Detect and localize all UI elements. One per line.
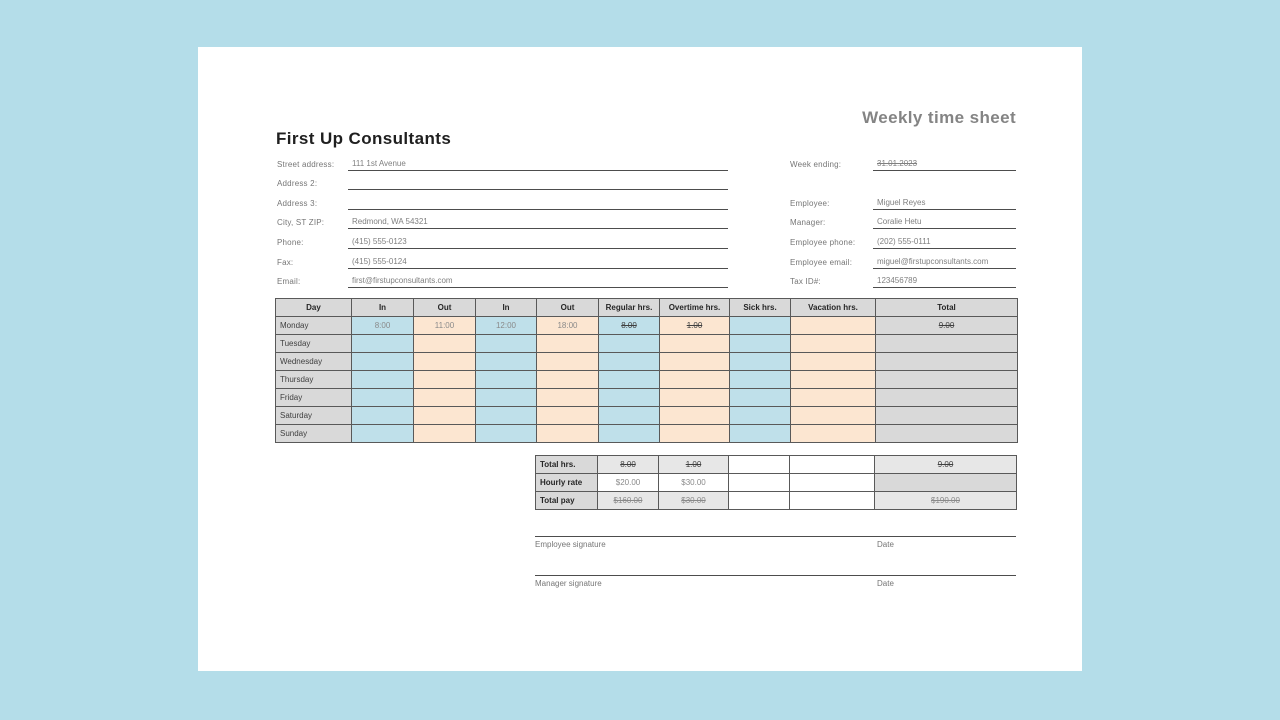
computed-cell [875,474,1017,492]
time-cell[interactable] [352,353,414,371]
timesheet-table [275,298,1018,443]
computed-cell [790,456,875,474]
time-cell[interactable]: 8:00 [352,317,414,335]
computed-cell [876,407,1018,425]
column-header-total: Total [876,299,1018,317]
time-cell[interactable] [599,389,660,407]
email-value: first@firstupconsultants.com [352,276,453,285]
time-cell[interactable] [414,425,476,443]
time-cell[interactable] [352,407,414,425]
computed-cell: 8.00 [598,456,659,474]
time-cell[interactable] [730,371,791,389]
employee-email-field[interactable] [873,255,1016,269]
fax-label: Fax: [277,258,294,267]
computed-cell: 1.00 [660,317,730,335]
time-cell[interactable] [730,389,791,407]
employee-signature-date-label: Date [877,540,894,549]
rate-cell[interactable] [729,474,790,492]
time-cell[interactable]: 18:00 [537,317,599,335]
time-cell[interactable] [537,389,599,407]
column-header-in2: In [476,299,537,317]
time-cell[interactable] [352,389,414,407]
time-cell[interactable] [599,407,660,425]
day-label: Thursday [276,371,352,389]
employee-value: Miguel Reyes [877,198,926,207]
phone-label: Phone: [277,238,304,247]
time-cell[interactable] [352,425,414,443]
summary-table [535,455,1017,510]
time-cell[interactable] [414,407,476,425]
phone-value: (415) 555-0123 [352,237,407,246]
computed-cell: $160.00 [598,492,659,510]
time-cell[interactable] [791,371,876,389]
time-cell[interactable] [476,389,537,407]
manager-signature-line[interactable] [535,575,1016,576]
city-st-zip-value: Redmond, WA 54321 [352,217,428,226]
computed-cell [729,492,790,510]
email-label: Email: [277,277,301,286]
employee-phone-label: Employee phone: [790,238,856,247]
time-cell[interactable] [414,353,476,371]
employee-phone-value: (202) 555-0111 [877,237,931,246]
total-hrs-row [536,456,1017,474]
column-header-regular: Regular hrs. [599,299,660,317]
time-cell[interactable] [660,425,730,443]
time-cell[interactable] [537,335,599,353]
city-st-zip-field[interactable] [348,215,728,229]
computed-cell: $190.00 [875,492,1017,510]
manager-signature-label: Manager signature [535,579,602,588]
address3-field[interactable] [348,196,728,210]
table-row-wednesday [276,353,1018,371]
day-label: Sunday [276,425,352,443]
column-header-vacation: Vacation hrs. [791,299,876,317]
time-cell[interactable] [476,425,537,443]
total-hrs-label: Total hrs. [536,456,598,474]
city-st-zip-label: City, ST ZIP: [277,218,325,227]
address2-label: Address 2: [277,179,318,188]
time-cell[interactable] [660,371,730,389]
time-cell[interactable] [537,371,599,389]
computed-cell [876,335,1018,353]
time-cell[interactable] [476,407,537,425]
tax-id-value: 123456789 [877,276,918,285]
time-cell[interactable] [599,353,660,371]
address2-field[interactable] [348,176,728,190]
time-cell[interactable] [791,389,876,407]
total-pay-label: Total pay [536,492,598,510]
computed-cell: 8.00 [599,317,660,335]
employee-label: Employee: [790,199,830,208]
time-cell[interactable] [537,353,599,371]
week-ending-field[interactable] [873,157,1016,171]
time-cell[interactable] [730,407,791,425]
employee-signature-label: Employee signature [535,540,606,549]
street-address-value: 111 1st Avenue [352,159,406,168]
time-cell[interactable] [660,389,730,407]
time-cell[interactable] [476,335,537,353]
computed-cell: 9.00 [876,317,1018,335]
time-cell[interactable] [660,407,730,425]
time-cell[interactable] [730,317,791,335]
employee-field[interactable] [873,196,1016,210]
table-header-row [276,299,1018,317]
manager-field[interactable] [873,215,1016,229]
time-cell[interactable] [730,425,791,443]
column-header-out2: Out [537,299,599,317]
computed-cell [876,371,1018,389]
time-cell[interactable] [791,425,876,443]
rate-cell[interactable]: $20.00 [598,474,659,492]
fax-value: (415) 555-0124 [352,257,407,266]
day-label: Tuesday [276,335,352,353]
fax-field[interactable] [348,255,728,269]
company-name: First Up Consultants [276,129,452,148]
time-cell[interactable] [537,425,599,443]
time-cell[interactable] [730,335,791,353]
employee-email-label: Employee email: [790,258,853,267]
table-row-tuesday [276,335,1018,353]
table-row-sunday [276,425,1018,443]
document-page [198,47,1082,671]
time-cell[interactable] [660,353,730,371]
employee-phone-field[interactable] [873,235,1016,249]
time-cell[interactable] [599,371,660,389]
employee-email-value: miguel@firstupconsultants.com [877,257,989,266]
page-title: Weekly time sheet [862,108,1016,127]
total-pay-row [536,492,1017,510]
time-cell[interactable] [791,335,876,353]
time-cell[interactable] [599,335,660,353]
column-header-out1: Out [414,299,476,317]
table-row-saturday [276,407,1018,425]
computed-cell: $30.00 [659,492,729,510]
day-label: Saturday [276,407,352,425]
column-header-sick: Sick hrs. [730,299,791,317]
time-cell[interactable] [352,371,414,389]
time-cell[interactable] [599,425,660,443]
week-ending-label: Week ending: [790,160,842,169]
day-label: Friday [276,389,352,407]
column-header-in1: In [352,299,414,317]
time-cell[interactable] [414,389,476,407]
address3-label: Address 3: [277,199,318,208]
rate-cell[interactable] [790,474,875,492]
time-cell[interactable] [791,353,876,371]
time-cell[interactable] [352,335,414,353]
computed-cell: 9.00 [875,456,1017,474]
rate-cell[interactable]: $30.00 [659,474,729,492]
manager-label: Manager: [790,218,826,227]
computed-cell [876,425,1018,443]
table-row-monday [276,317,1018,335]
hourly-rate-label: Hourly rate [536,474,598,492]
tax-id-label: Tax ID#: [790,277,821,286]
column-header-day: Day [276,299,352,317]
computed-cell [790,492,875,510]
computed-cell [876,353,1018,371]
table-row-friday [276,389,1018,407]
time-cell[interactable] [476,371,537,389]
time-cell[interactable] [537,407,599,425]
street-address-field[interactable] [348,157,728,171]
computed-cell [876,389,1018,407]
employee-signature-line[interactable] [535,536,1016,537]
time-cell[interactable] [730,353,791,371]
time-cell[interactable] [660,335,730,353]
week-ending-value: 31.01.2023 [877,159,918,168]
computed-cell: 1.00 [659,456,729,474]
street-address-label: Street address: [277,160,335,169]
manager-signature-date-label: Date [877,579,894,588]
computed-cell [729,456,790,474]
day-label: Monday [276,317,352,335]
time-cell[interactable] [476,353,537,371]
time-cell[interactable] [791,407,876,425]
time-cell[interactable] [414,371,476,389]
time-cell[interactable] [414,335,476,353]
manager-value: Coralie Hetu [877,217,922,226]
table-row-thursday [276,371,1018,389]
time-cell[interactable]: 11:00 [414,317,476,335]
column-header-overtime: Overtime hrs. [660,299,730,317]
time-cell[interactable] [791,317,876,335]
tax-id-field[interactable] [873,274,1016,288]
time-cell[interactable]: 12:00 [476,317,537,335]
hourly-rate-row [536,474,1017,492]
day-label: Wednesday [276,353,352,371]
email-field[interactable] [348,274,728,288]
phone-field[interactable] [348,235,728,249]
